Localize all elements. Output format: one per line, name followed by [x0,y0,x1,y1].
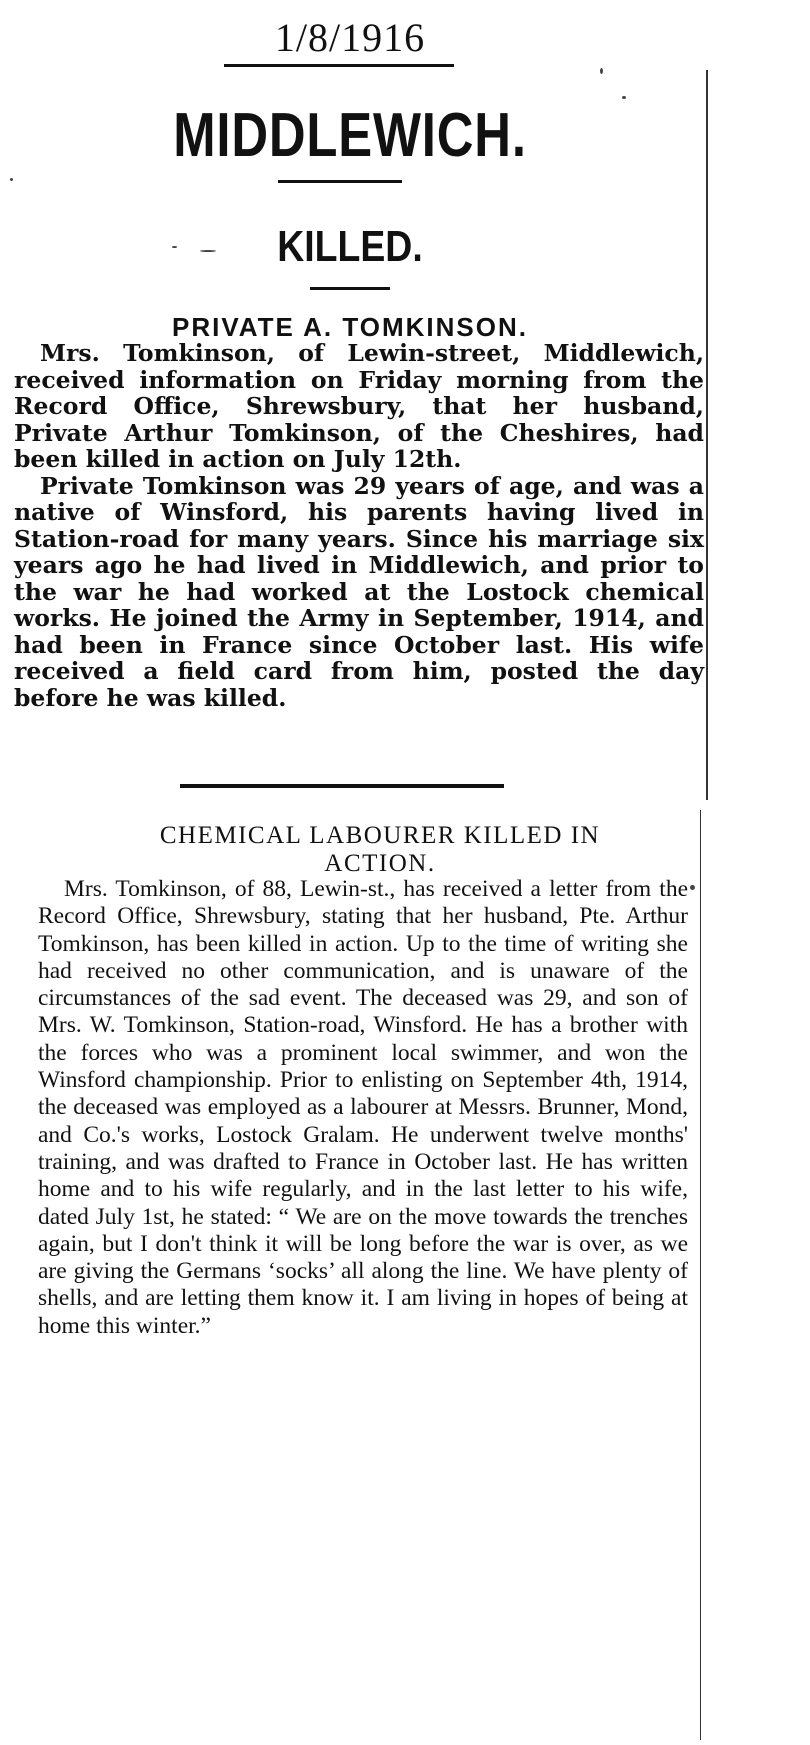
rule-under-date [224,64,454,67]
masthead: MIDDLEWICH. [173,101,527,170]
article1-title: PRIVATE A. TOMKINSON. [172,312,528,342]
rule-under-masthead [278,180,402,183]
column-edge-line [700,810,701,1740]
article1-paragraph: Mrs. Tomkinson, of Lewin-street, Middlewich, received information on Friday morning from the Record Office, Shrewsbury, that her husband, Private Arthur Tomkinson, of the Cheshires, had been killed in action on July 12th. [14,339,704,473]
clipping-date: 1/8/1916 [274,15,426,60]
print-speck [600,68,603,74]
print-speck [622,96,626,99]
article2-title-line1: CHEMICAL LABOURER KILLED IN [159,822,601,849]
print-speck [200,250,216,252]
rule-between-articles [180,784,504,788]
article2-body [38,876,688,1340]
article2-title [60,822,700,878]
print-speck [690,885,695,890]
article2-paragraph: Mrs. Tomkinson, of 88, Lewin-st., has received a letter from the Record Office, Shrewsbury, stating that her husband, Pte. Arthur Tomkinson, has been killed in action. Up to the time of writing she had received no other communication, and is unaware of the circumstances of the sad event. The deceased was 29, and son of Mrs. W. Tomkinson, Station-road, Winsford. He has a brother with the forces who was a prominent local swimmer, and won the Winsford championship. Prior to enlisting on September 4th, 1914, the deceased was employed as a labourer at Messrs. Brunner, Mond, and Co.'s works, Lostock Gralam. He underwent twelve months' training, and was drafted to France in October last. He has written home and to his wife regularly, and in the last letter to his wife, dated July 1st, he stated: “ We are on the move towards the trenches again, but I don't think it will be long before the war is over, as we are giving the Germans ‘socks’ all along the line. We have plenty of shells, and are letting them know it. I am living in hopes of being at home this winter.” [38,876,688,1339]
article1-paragraph: Private Tomkinson was 29 years of age, and was a native of Winsford, his parents having lived in Station-road for many years. Since his marriage six years ago he had lived in Middlewich, and prior to the war he had worked at the Lostock chemical works. He joined the Army in September, 1914, and had been in France since October last. His wife received a field card from him, posted the day before he was killed. [14,471,704,712]
article1-body [14,340,704,711]
column-edge-line [706,70,708,800]
section-heading: KILLED. [277,222,423,271]
print-speck [10,178,13,181]
rule-under-section-heading [310,287,390,290]
article2-title-line2: ACTION. [324,850,436,877]
print-speck [172,246,177,248]
